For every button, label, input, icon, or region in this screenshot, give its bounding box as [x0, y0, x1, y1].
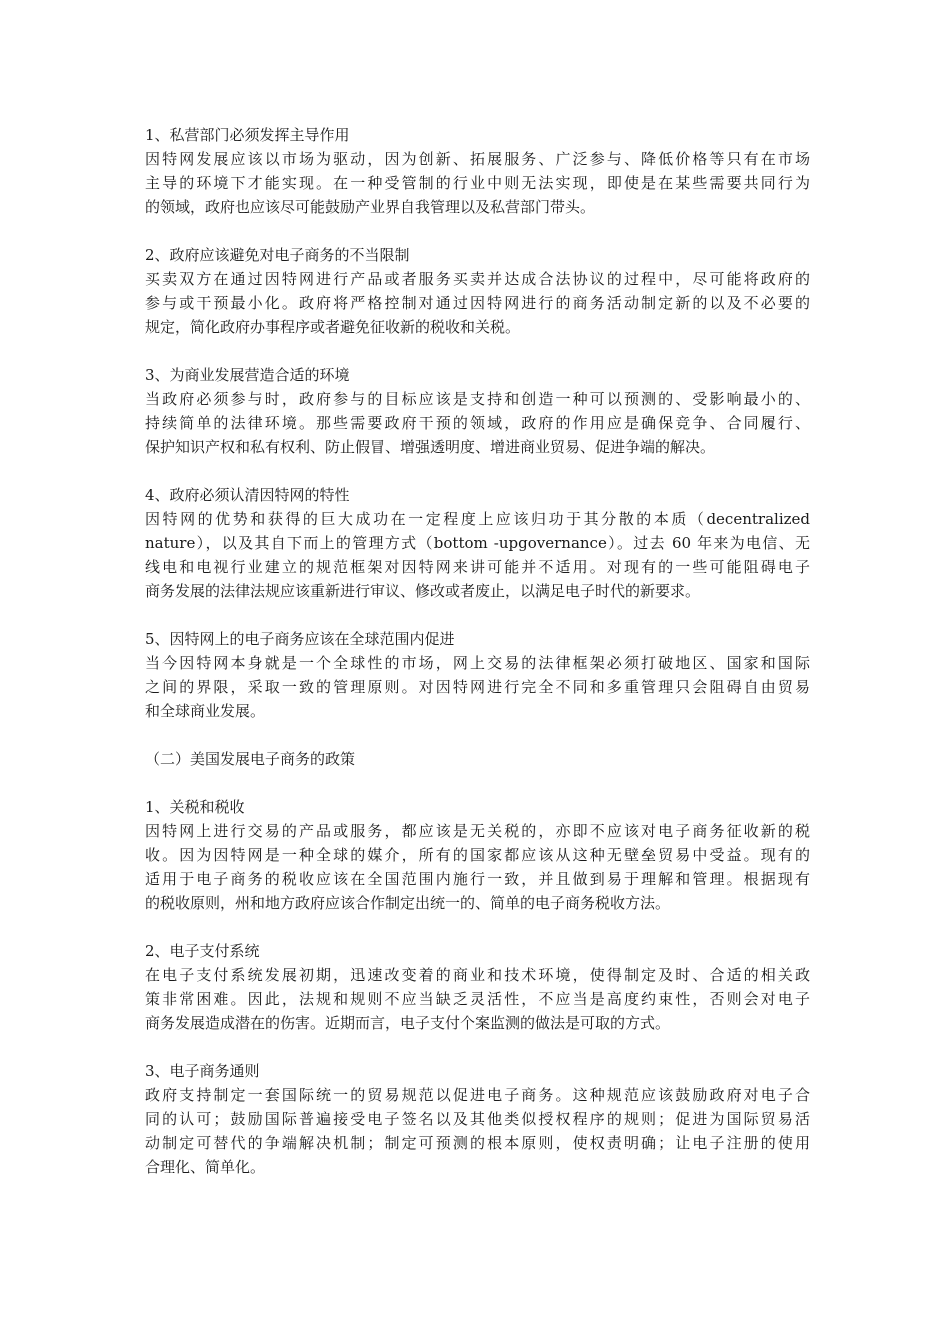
document-body: [145, 123, 810, 1203]
paragraph-line: 当今因特网本身就是一个全球性的市场，网上交易的法律框架必须打破地区、国家和国际: [145, 654, 810, 672]
section-3-business-environment: [145, 363, 810, 459]
paragraph-line: 同的认可；鼓励国际普遍接受电子签名以及其他类似授权程序的规则；促进为国际贸易活: [145, 1110, 810, 1128]
paragraph-line: 当政府必须参与时，政府参与的目标应该是支持和创造一种可以预测的、受影响最小的、: [145, 390, 810, 408]
paragraph-line: nature），以及其自下而上的管理方式（bottom -upgovernance）。过去 60 年来为电信、无: [145, 534, 810, 552]
paragraph-line: 规定，简化政府办事程序或者避免征收新的税收和关税。: [145, 318, 521, 336]
paragraph-line: 因特网发展应该以市场为驱动，因为创新、拓展服务、广泛参与、降低价格等只有在市场: [145, 150, 810, 168]
paragraph-line: 策非常困难。因此，法规和规则不应当缺乏灵活性，不应当是高度约束性，否则会对电子: [145, 990, 810, 1008]
paragraph-line: 收。因为因特网是一种全球的媒介，所有的国家都应该从这种无壁垒贸易中受益。现有的: [145, 846, 810, 864]
paragraph-line: 合理化、简单化。: [145, 1158, 266, 1176]
section-ecommerce-rules: [145, 1059, 810, 1179]
paragraph-line: 的领域，政府也应该尽可能鼓励产业界自我管理以及私营部门带头。: [145, 198, 596, 216]
paragraph-line: 主导的环境下才能实现。在一种受管制的行业中则无法实现，即使是在某些需要共同行为: [145, 174, 810, 192]
paragraph-line: 参与或干预最小化。政府将严格控制对通过因特网进行的商务活动制定新的以及不必要的: [145, 294, 810, 312]
section-heading: 3、电子商务通则: [145, 1062, 260, 1080]
paragraph-line: 之间的界限，采取一致的管理原则。对因特网进行完全不同和多重管理只会阻碍自由贸易: [145, 678, 810, 696]
section-tariffs-taxes: [145, 795, 810, 915]
section-2-avoid-restrictions: [145, 243, 810, 339]
section-us-policy-title: [145, 747, 810, 771]
section-electronic-payment: [145, 939, 810, 1035]
paragraph-line: 政府支持制定一套国际统一的贸易规范以促进电子商务。这种规范应该鼓励政府对电子合: [145, 1086, 810, 1104]
paragraph-line: 因特网的优势和获得的巨大成功在一定程度上应该归功于其分散的本质（decentralized: [145, 510, 810, 528]
paragraph-line: 因特网上进行交易的产品或服务，都应该是无关税的，亦即不应该对电子商务征收新的税: [145, 822, 810, 840]
paragraph-line: 在电子支付系统发展初期，迅速改变着的商业和技术环境，使得制定及时、合适的相关政: [145, 966, 810, 984]
section-5-global-promotion: [145, 627, 810, 723]
chapter-heading: （二）美国发展电子商务的政策: [145, 750, 356, 768]
section-heading: 5、因特网上的电子商务应该在全球范围内促进: [145, 630, 455, 648]
section-heading: 1、私营部门必须发挥主导作用: [145, 126, 350, 144]
section-heading: 2、电子支付系统: [145, 942, 260, 960]
paragraph-line: 和全球商业发展。: [145, 702, 266, 720]
section-4-internet-characteristics: [145, 483, 810, 603]
paragraph-line: 持续简单的法律环境。那些需要政府干预的领域，政府的作用应是确保竞争、合同履行、: [145, 414, 810, 432]
paragraph-line: 商务发展造成潜在的伤害。近期而言，电子支付个案监测的做法是可取的方式。: [145, 1014, 671, 1032]
section-heading: 3、为商业发展营造合适的环境: [145, 366, 350, 384]
section-heading: 1、关税和税收: [145, 798, 245, 816]
section-heading: 2、政府应该避免对电子商务的不当限制: [145, 246, 410, 264]
section-heading: 4、政府必须认清因特网的特性: [145, 486, 350, 504]
paragraph-line: 适用于电子商务的税收应该在全国范围内施行一致，并且做到易于理解和管理。根据现有: [145, 870, 810, 888]
paragraph-line: 商务发展的法律法规应该重新进行审议、修改或者废止，以满足电子时代的新要求。: [145, 582, 701, 600]
paragraph-line: 线电和电视行业建立的规范框架对因特网来讲可能并不适用。对现有的一些可能阻碍电子: [145, 558, 810, 576]
paragraph-line: 的税收原则，州和地方政府应该合作制定出统一的、简单的电子商务税收方法。: [145, 894, 671, 912]
paragraph-line: 买卖双方在通过因特网进行产品或者服务买卖并达成合法协议的过程中，尽可能将政府的: [145, 270, 810, 288]
paragraph-line: 保护知识产权和私有权利、防止假冒、增强透明度、增进商业贸易、促进争端的解决。: [145, 438, 716, 456]
section-1-private-sector: [145, 123, 810, 219]
paragraph-line: 动制定可替代的争端解决机制；制定可预测的根本原则，使权责明确；让电子注册的使用: [145, 1134, 810, 1152]
